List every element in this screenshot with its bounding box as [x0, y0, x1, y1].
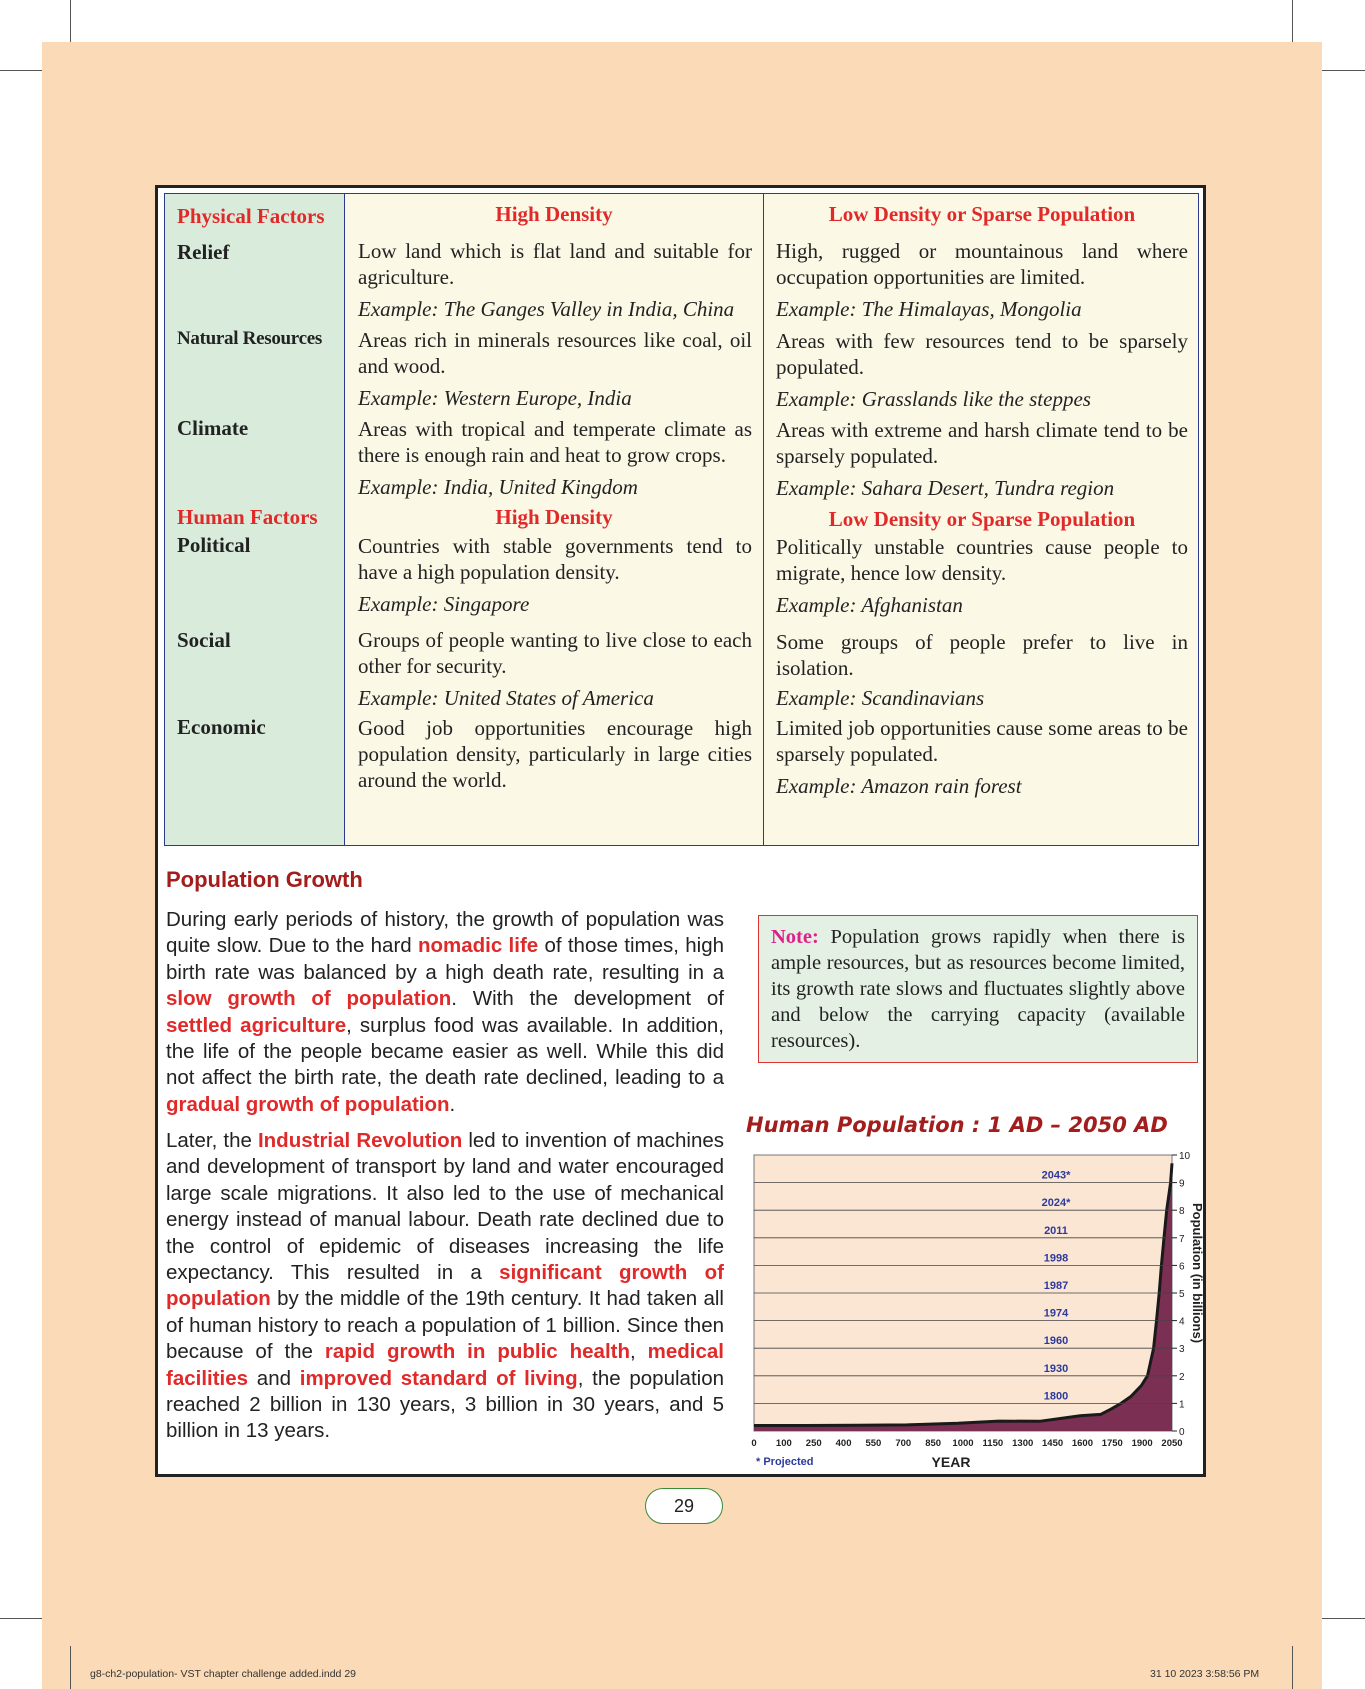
- high-density-cell: Areas with tropical and temperate climate as there is enough rain and heat to grow crops. Example: India, United Kingdom: [358, 417, 752, 499]
- x-tick-label: 1000: [952, 1438, 974, 1449]
- low-density-header: Low Density or Sparse Population: [828, 202, 1136, 226]
- example-text: Example: Western Europe, India: [358, 386, 632, 410]
- factor-label: Climate: [177, 416, 249, 440]
- y-tick-label: 9: [1179, 1178, 1185, 1190]
- y-tick-label: 7: [1179, 1233, 1185, 1245]
- factor-table: [164, 193, 1199, 846]
- y-tick-label: 6: [1179, 1261, 1185, 1273]
- x-tick-label: 850: [925, 1438, 942, 1449]
- x-tick-label: 550: [865, 1438, 882, 1449]
- factor-label: Economic: [177, 715, 266, 739]
- section-title: Population Growth: [166, 867, 363, 892]
- high-density-header: High Density: [495, 202, 613, 226]
- human-factors-header: Human Factors: [177, 505, 318, 529]
- high-density-header: High Density: [495, 505, 613, 529]
- highlight: significant growth of population: [166, 1261, 725, 1311]
- x-tick-label: 700: [895, 1438, 912, 1449]
- crop-mark: [0, 1618, 42, 1619]
- y-tick-label: 8: [1179, 1206, 1185, 1218]
- x-tick-label: 1300: [1012, 1438, 1034, 1449]
- crop-mark: [0, 70, 42, 71]
- note-label: Note:: [771, 926, 819, 948]
- x-tick-label: 100: [775, 1438, 792, 1449]
- projected-footnote: * Projected: [756, 1456, 814, 1468]
- milestone-label: 1998: [1043, 1252, 1069, 1265]
- highlight: medical facilities: [166, 1340, 724, 1390]
- example-text: Example: The Himalayas, Mongolia: [776, 297, 1082, 321]
- x-tick-label: 0: [751, 1438, 757, 1449]
- x-tick-label: 250: [805, 1438, 822, 1449]
- example-text: Example: Sahara Desert, Tundra region: [776, 476, 1115, 500]
- factor-label: Relief: [177, 240, 230, 264]
- y-tick-label: 2: [1179, 1371, 1185, 1383]
- high-density-cell: Low land which is flat land and suitable for agriculture. Example: The Ganges Valley in India, China: [358, 239, 752, 321]
- x-tick-label: 2050: [1161, 1438, 1183, 1449]
- factor-label: Natural Resources: [177, 328, 322, 349]
- crop-mark: [70, 0, 71, 42]
- slug-left: g8-ch2-population- VST chapter challenge added.indd 29: [90, 1668, 356, 1680]
- low-density-cell: High, rugged or mountainous land where occupation opportunities are limited. Example: The Himalayas, Mongolia: [776, 239, 1188, 321]
- paragraph-2: Later, the Industrial Revolution led to invention of machines and development of transport by land and water encouraged large scale migrations. It also led to the use of mechanical energy instead of manual labour. Death rate declined due to the control of epidemic of diseases increasing the life expectancy. This resulted in a significant growth of population by the middle of the 19th century. It had taken all of human history to reach a population of 1 billion. Since then because of the rapid growth in public health, medical facilities and improved standard of living, the population reached 2 billion in 130 years, 3 billion in 30 years, and 5 billion in 13 years.: [166, 1129, 725, 1443]
- example-text: Example: Scandinavians: [776, 686, 985, 710]
- highlight: gradual growth of population: [166, 1092, 450, 1116]
- milestone-label: 1974: [1043, 1307, 1069, 1320]
- page-number: 29: [645, 1488, 723, 1524]
- crop-mark: [70, 1646, 71, 1689]
- high-density-cell: Good job opportunities encourage high population density, particularly in large cities around the world.: [358, 716, 752, 792]
- x-axis-label: YEAR: [931, 1454, 971, 1470]
- factor-label: Political: [177, 533, 251, 557]
- physical-factors-header: Physical Factors: [177, 204, 325, 228]
- crop-mark: [1292, 1646, 1293, 1689]
- milestone-label: 2011: [1044, 1224, 1068, 1237]
- high-density-cell: Countries with stable governments tend to have a high population density. Example: Singapore: [358, 534, 752, 616]
- note-text: Population grows rapidly when there is ample resources, but as resources become limited, its growth rate slows and fluctuates slightly above and below the carrying capacity (available resources).: [771, 926, 1185, 1052]
- example-text: Example: Amazon rain forest: [776, 774, 1022, 798]
- low-density-cell: Some groups of people prefer to live in isolation. Example: Scandinavians: [776, 630, 1188, 710]
- y-tick-label: 3: [1179, 1344, 1185, 1356]
- high-density-cell: Groups of people wanting to live close to each other for security. Example: United States of America: [358, 628, 752, 710]
- low-density-header: Low Density or Sparse Population: [828, 507, 1136, 531]
- highlight: nomadic life: [417, 934, 539, 958]
- highlight: improved standard of living: [299, 1366, 578, 1390]
- example-text: Example: United States of America: [358, 686, 654, 710]
- y-tick-label: 4: [1179, 1316, 1185, 1328]
- x-tick-label: 1600: [1071, 1438, 1093, 1449]
- example-text: Example: The Ganges Valley in India, China: [358, 297, 735, 321]
- milestone-label: 2024*: [1041, 1197, 1071, 1210]
- y-tick-label: 5: [1179, 1289, 1185, 1300]
- crop-mark: [1322, 70, 1365, 71]
- x-tick-label: 1450: [1042, 1438, 1064, 1449]
- y-tick-label: 10: [1179, 1151, 1191, 1162]
- milestone-label: 1930: [1043, 1362, 1069, 1375]
- y-tick-label: 1: [1179, 1399, 1185, 1411]
- highlight: Industrial Revolution: [257, 1129, 463, 1152]
- x-tick-label: 1900: [1131, 1438, 1153, 1449]
- x-tick-label: 400: [835, 1438, 852, 1449]
- low-density-cell: Areas with few resources tend to be sparsely populated. Example: Grasslands like the steppes: [776, 329, 1188, 411]
- example-text: Example: Singapore: [358, 592, 530, 616]
- low-density-cell: Politically unstable countries cause people to migrate, hence low density. Example: Afghanistan: [776, 535, 1188, 617]
- milestone-label: 1960: [1043, 1335, 1069, 1348]
- paragraph-1: During early periods of history, the growth of population was quite slow. Due to the hard nomadic life of those times, high birth rate was balanced by a high death rate, resulting in a slow growth of population. With the development of settled agriculture, surplus food was available. In addition, the life of the people became easier as well. While this did not affect the birth rate, the death rate declined, leading to a gradual growth of population.: [166, 908, 725, 1116]
- y-axis-label: Population (in billions): [1190, 1202, 1205, 1344]
- note-box: [758, 915, 1198, 1063]
- population-chart: [746, 1145, 1206, 1470]
- x-tick-label: 1150: [982, 1438, 1004, 1449]
- highlight: rapid growth in public health: [324, 1340, 630, 1364]
- slug-right: 31 10 2023 3:58:56 PM: [1150, 1668, 1260, 1680]
- x-tick-label: 1750: [1101, 1438, 1123, 1449]
- milestone-label: 1800: [1043, 1390, 1069, 1403]
- crop-mark: [1292, 0, 1293, 42]
- low-density-cell: Limited job opportunities cause some areas to be sparsely populated. Example: Amazon rain forest: [776, 716, 1188, 798]
- highlight: settled agriculture: [166, 1013, 347, 1037]
- example-text: Example: Grasslands like the steppes: [776, 387, 1091, 411]
- crop-mark: [1322, 1618, 1365, 1619]
- high-density-cell: Areas rich in minerals resources like coal, oil and wood. Example: Western Europe, India: [358, 328, 752, 410]
- highlight: slow growth of population: [166, 987, 452, 1011]
- chart-title: Human Population : 1 AD – 2050 AD: [746, 1113, 1168, 1137]
- milestone-label: 1987: [1043, 1280, 1069, 1292]
- y-tick-label: 0: [1179, 1427, 1185, 1438]
- low-density-cell: Areas with extreme and harsh climate tend to be sparsely populated. Example: Sahara Desert, Tundra region: [776, 418, 1188, 500]
- example-text: Example: Afghanistan: [776, 593, 963, 617]
- factor-label: Social: [177, 628, 231, 652]
- milestone-label: 2043*: [1041, 1169, 1071, 1182]
- example-text: Example: India, United Kingdom: [358, 475, 638, 499]
